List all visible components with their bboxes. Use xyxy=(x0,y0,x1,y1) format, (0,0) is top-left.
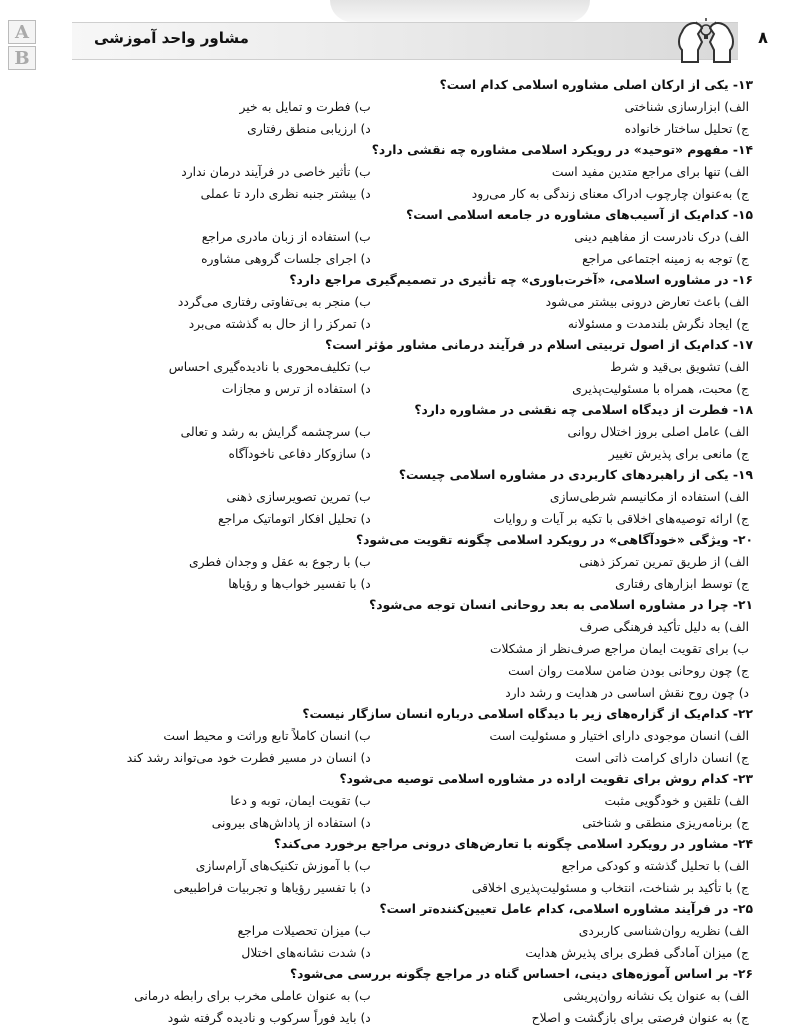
option-d: د) با تفسیر خواب‌ها و رؤیاها xyxy=(228,577,371,591)
option-a: الف) تنها برای مراجع متدین مفید است xyxy=(551,165,749,179)
option-d: د) شدت نشانه‌های اختلال xyxy=(241,946,371,960)
option-d: د) ارزیابی منطق رفتاری xyxy=(247,122,371,136)
question-text: ۱۷- کدام‌یک از اصول تربیتی اسلام در فرآیند درمانی مشاور مؤثر است؟ xyxy=(325,338,753,352)
question-16 xyxy=(33,270,753,335)
header-decoration xyxy=(330,0,590,22)
option-c: ج) انسان دارای کرامت ذاتی است xyxy=(575,751,749,765)
option-d: د) باید فوراً سرکوب و نادیده گرفته شود xyxy=(167,1011,371,1025)
option-a: الف) استفاده از مکانیسم شرطی‌سازی xyxy=(549,490,749,504)
question-text: ۱۸- فطرت از دیدگاه اسلامی چه نقشی در مشاوره دارد؟ xyxy=(414,403,753,417)
option-b: ب) فطرت و تمایل به خیر xyxy=(239,100,371,114)
option-d: د) چون روح نقش اساسی در هدایت و رشد دارد xyxy=(505,686,749,700)
option-c: ج) توسط ابزارهای رفتاری xyxy=(615,577,749,591)
option-c: ج) توجه به زمینه اجتماعی مراجع xyxy=(582,252,749,266)
option-b: ب) تأثیر خاصی در فرآیند درمان ندارد xyxy=(181,165,371,179)
option-a: الف) تلقین و خودگویی مثبت xyxy=(604,794,749,808)
option-d: د) انسان در مسیر فطرت خود می‌تواند رشد کند xyxy=(126,751,371,765)
question-13 xyxy=(33,75,753,140)
question-text: ۱۴- مفهوم «توحید» در رویکرد اسلامی مشاوره چه نقشی دارد؟ xyxy=(371,143,753,157)
option-a: الف) درک نادرست از مفاهیم دینی xyxy=(574,230,749,244)
question-18 xyxy=(33,400,753,465)
option-b: ب) میزان تحصیلات مراجع xyxy=(237,924,371,938)
option-a: الف) به عنوان یک نشانه روان‌پریشی xyxy=(563,989,749,1003)
question-text: ۱۳- یکی از ارکان اصلی مشاوره اسلامی کدام است؟ xyxy=(439,78,753,92)
option-a: الف) نظریه روان‌شناسی کاربردی xyxy=(578,924,749,938)
option-b: ب) منجر به بی‌تفاوتی رفتاری می‌گردد xyxy=(177,295,371,309)
option-c: ج) ایجاد نگرش بلندمدت و مسئولانه xyxy=(567,317,749,331)
question-20 xyxy=(33,530,753,595)
option-a: الف) با تحلیل گذشته و کودکی مراجع xyxy=(561,859,749,873)
book-title: مشاور واحد آموزشی xyxy=(94,29,249,47)
option-a: الف) عامل اصلی بروز اختلال روانی xyxy=(567,425,749,439)
page-number: ۸ xyxy=(758,28,768,47)
option-a: الف) انسان موجودی دارای اختیار و مسئولیت است xyxy=(489,729,749,743)
option-b: ب) تقویت ایمان، توبه و دعا xyxy=(230,794,371,808)
page-header xyxy=(0,0,788,70)
option-a: الف) به دلیل تأکید فرهنگی صرف xyxy=(579,620,749,634)
option-b: ب) استفاده از زبان مادری مراجع xyxy=(201,230,371,244)
question-17 xyxy=(33,335,753,400)
question-25 xyxy=(33,899,753,964)
option-d: د) سازوکار دفاعی ناخودآگاه xyxy=(228,447,371,461)
question-26 xyxy=(33,964,753,1029)
option-b: ب) تمرین تصویرسازی ذهنی xyxy=(226,490,371,504)
option-c: ج) به عنوان فرصتی برای بازگشت و اصلاح xyxy=(531,1011,749,1025)
question-15 xyxy=(33,205,753,270)
option-d: د) بیشتر جنبه نظری دارد تا عملی xyxy=(200,187,371,201)
question-23 xyxy=(33,769,753,834)
option-b: ب) سرچشمه گرایش به رشد و تعالی xyxy=(180,425,371,439)
heads-lightbulb-icon xyxy=(676,12,736,64)
option-d: د) با تفسیر رؤیاها و تجربیات فراطبیعی xyxy=(173,881,371,895)
option-b: ب) تکلیف‌محوری با نادیده‌گیری احساس xyxy=(168,360,371,374)
option-c: ج) به‌عنوان چارچوب ادراک معنای زندگی به کار می‌رود xyxy=(471,187,749,201)
question-text: ۲۰- ویژگی «خودآگاهی» در رویکرد اسلامی چگونه تقویت می‌شود؟ xyxy=(355,533,753,547)
option-c: ج) ارائه توصیه‌های اخلاقی با تکیه بر آیات و روایات xyxy=(493,512,749,526)
question-text: ۱۹- یکی از راهبردهای کاربردی در مشاوره اسلامی چیست؟ xyxy=(398,468,753,482)
question-text: ۱۶- در مشاوره اسلامی، «آخرت‌باوری» چه تأثیری در تصمیم‌گیری مراجع دارد؟ xyxy=(289,273,753,287)
question-text: ۲۵- در فرآیند مشاوره اسلامی، کدام عامل تعیین‌کننده‌تر است؟ xyxy=(379,902,753,916)
questions-list xyxy=(33,75,753,1029)
letter-block-b: B xyxy=(8,46,36,70)
abc-blocks-decoration xyxy=(0,0,62,70)
question-19 xyxy=(33,465,753,530)
question-text: ۲۱- چرا در مشاوره اسلامی به بعد روحانی انسان توجه می‌شود؟ xyxy=(369,598,753,612)
option-a: الف) باعث تعارض درونی بیشتر می‌شود xyxy=(545,295,749,309)
question-text: ۲۳- کدام روش برای تقویت اراده در مشاوره اسلامی توصیه می‌شود؟ xyxy=(339,772,753,786)
option-b: ب) با رجوع به عقل و وجدان فطری xyxy=(188,555,371,569)
option-a: الف) ابزارسازی شناختی xyxy=(624,100,749,114)
option-d: د) استفاده از ترس و مجازات xyxy=(221,382,371,396)
option-c: ج) با تأکید بر شناخت، انتخاب و مسئولیت‌پذیری اخلاقی xyxy=(471,881,749,895)
option-a: الف) از طریق تمرین تمرکز ذهنی xyxy=(579,555,749,569)
question-22 xyxy=(33,704,753,769)
option-d: د) استفاده از پاداش‌های بیرونی xyxy=(211,816,371,830)
option-d: د) تمرکز را از حال به گذشته می‌برد xyxy=(188,317,371,331)
option-c: ج) میزان آمادگی فطری برای پذیرش هدایت xyxy=(525,946,749,960)
question-text: ۲۶- بر اساس آموزه‌های دینی، احساس گناه در مراجع چگونه بررسی می‌شود؟ xyxy=(289,967,753,981)
option-c: ج) تحلیل ساختار خانواده xyxy=(624,122,749,136)
question-text: ۲۲- کدام‌یک از گزاره‌های زیر با دیدگاه اسلامی درباره انسان سازگار نیست؟ xyxy=(302,707,753,721)
question-24 xyxy=(33,834,753,899)
question-text: ۱۵- کدام‌یک از آسیب‌های مشاوره در جامعه اسلامی است؟ xyxy=(406,208,753,222)
option-c: ج) برنامه‌ریزی منطقی و شناختی xyxy=(582,816,749,830)
option-b: ب) برای تقویت ایمان مراجع صرف‌نظر از مشکلات xyxy=(489,642,749,656)
option-a: الف) تشویق بی‌قید و شرط xyxy=(610,360,749,374)
option-d: د) اجرای جلسات گروهی مشاوره xyxy=(201,252,371,266)
letter-block-a: A xyxy=(8,20,36,44)
question-text: ۲۴- مشاور در رویکرد اسلامی چگونه با تعارض‌های درونی مراجع برخورد می‌کند؟ xyxy=(274,837,753,851)
option-b: ب) انسان کاملاً تابع وراثت و محیط است xyxy=(163,729,371,743)
option-c: ج) چون روحانی بودن ضامن سلامت روان است xyxy=(508,664,749,678)
option-b: ب) به عنوان عاملی مخرب برای رابطه درمانی xyxy=(134,989,371,1003)
question-14 xyxy=(33,140,753,205)
question-21 xyxy=(33,595,753,704)
option-b: ب) با آموزش تکنیک‌های آرام‌سازی xyxy=(195,859,371,873)
option-d: د) تحلیل افکار اتوماتیک مراجع xyxy=(218,512,371,526)
option-c: ج) مانعی برای پذیرش تغییر xyxy=(608,447,749,461)
option-c: ج) محبت، همراه با مسئولیت‌پذیری xyxy=(572,382,749,396)
